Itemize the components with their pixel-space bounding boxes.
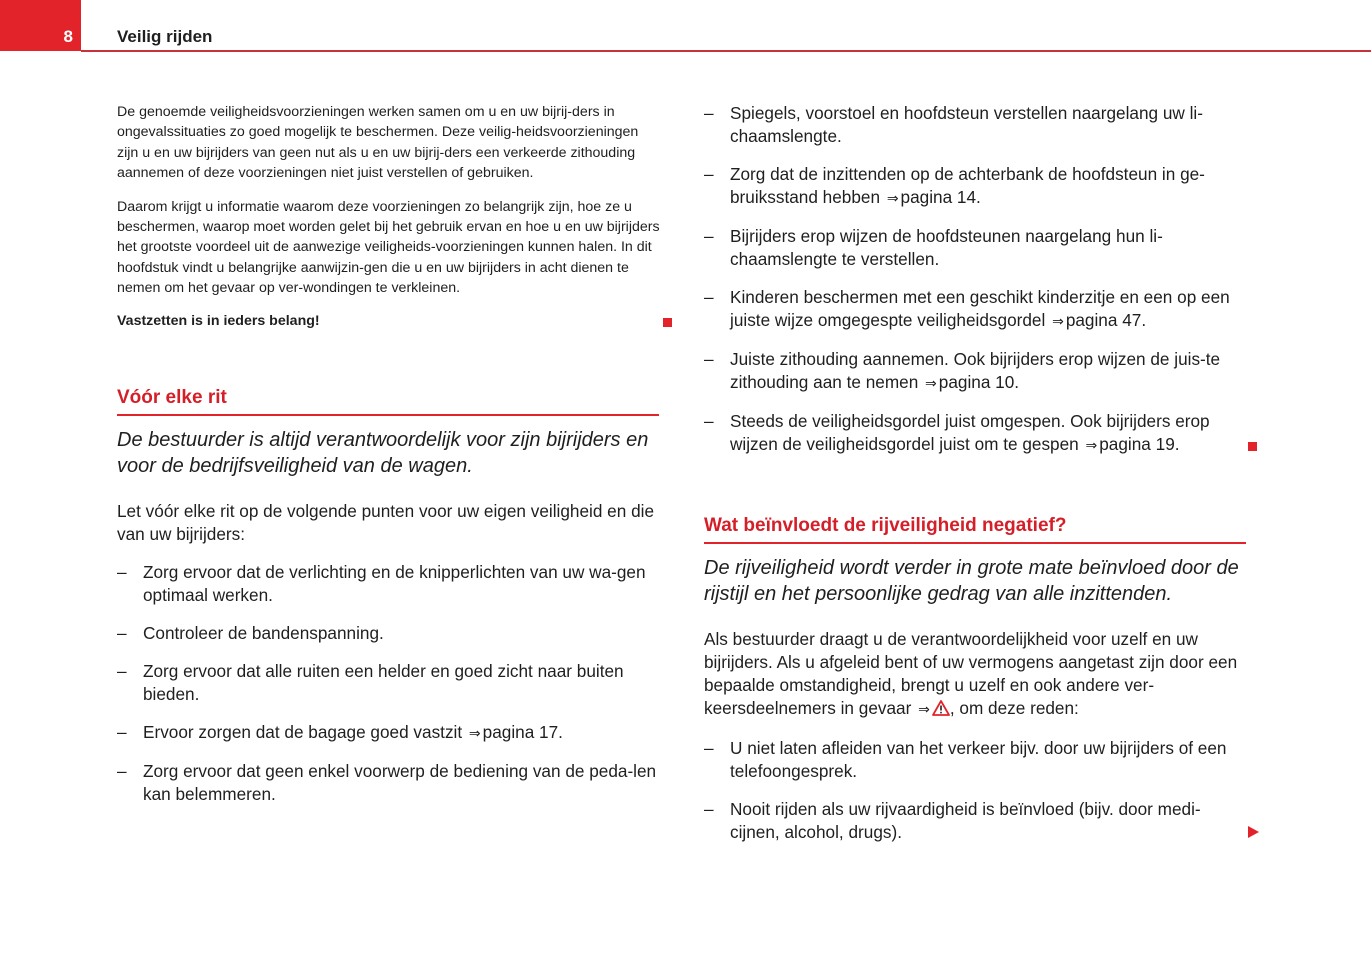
checklist-continued [704,102,1249,457]
section-intro-text-end: , om deze reden: [949,698,1079,718]
bold-statement-text: Vastzetten is in ieders belang! [117,312,320,329]
list-item-text: Zorg ervoor dat alle ruiten een helder en goed zicht naar buiten bieden. [143,660,624,704]
list-item-text: Zorg ervoor dat de verlichting en de knipperlichten van uw wa-gen optimaal werken. [143,561,646,605]
cross-reference-arrow-icon: ⇒ [925,375,937,391]
list-item [704,798,1249,844]
right-column [704,87,1249,844]
list-item [117,622,662,645]
page-number-tab [0,0,81,51]
list-item [117,561,662,607]
cross-reference-arrow-icon: ⇒ [886,190,899,206]
section-lead: De bestuurder is altijd verantwoordelijk voor zijn bijrijders en voor de bedrijfsveiligheid van de wagen. [117,428,649,477]
dash-bullet: – [704,799,714,819]
list-item [704,225,1249,271]
list-item-text: Nooit rijden als uw rijvaardigheid is beïnvloed (bijv. door medi-cijnen, alcohol, drugs). [730,799,1201,842]
dash-bullet: – [704,738,714,758]
end-of-section-square-icon [663,318,672,327]
risk-list [704,737,1249,844]
dash-bullet: – [704,226,714,246]
section-heading: Vóór elke rit [117,387,659,416]
list-item [704,286,1249,333]
list-item-text: Bijrijders erop wijzen de hoofdsteunen naargelang hun li-chaamslengte te verstellen. [730,226,1163,269]
dash-bullet: – [704,349,714,369]
dash-bullet: – [117,721,127,742]
list-item-text: Zorg dat de inzittenden op de achterbank de hoofdsteun in ge-bruiksstand hebben [730,164,1205,207]
dash-bullet: – [704,287,714,307]
list-item [117,660,662,706]
section-negatieve-invloeden [704,515,1249,844]
list-item [117,721,662,745]
dash-bullet: – [117,622,127,643]
dash-bullet: – [704,103,714,123]
list-item-text: Ervoor zorgen dat de bagage goed vastzit [143,721,463,742]
page-reference-link[interactable]: pagina 47. [1065,310,1147,330]
page-reference-link[interactable]: pagina 14. [900,187,981,207]
page-number: 8 [63,27,73,46]
section-intro [704,628,1249,722]
warning-triangle-icon[interactable] [932,699,950,722]
section-intro-text: Als bestuurder draagt u de verantwoordelijkheid voor uzelf en uw bijrijders. Als u afgeleid bent of uw vermogens aangetast zijn door een bepaalde omstandigheid, brengt u uzelf en ook andere ver-keersdeelnemers in gevaar [704,629,1238,718]
list-item-text: Controleer de bandenspanning. [143,622,384,643]
list-item [704,163,1249,210]
list-item [704,102,1249,148]
chapter-title: Veilig rijden [117,27,213,46]
page-reference-link[interactable]: pagina 19. [1099,434,1180,454]
intro-paragraph-2: Daarom krijgt u informatie waarom deze voorzieningen zo belangrijk zijn, hoe ze u beschermen, waarop moet worden gelet bij het gebruik ervan en hoe u en uw bijrijders het grootste voordeel uit de aanwezige veiligheids-voorzieningen kunnen halen. In dit hoofdstuk vindt u belangrijke aanwijzin-gen die u en uw bijrijders in acht dienen te nemen om het gevaar op ver-wondingen te verkleinen. [117,198,660,297]
list-item [704,410,1249,457]
continued-next-page-arrow-icon [1248,826,1259,838]
dash-bullet: – [704,164,714,184]
list-item [117,760,662,806]
list-item [704,348,1249,395]
left-column [117,102,662,806]
cross-reference-arrow-icon: ⇒ [1052,313,1064,329]
dash-bullet: – [704,411,714,431]
page-reference-link[interactable]: pagina 17. [482,721,563,742]
list-item-text: U niet laten afleiden van het verkeer bijv. door uw bijrijders of een telefoongesprek. [730,738,1227,781]
page-reference-link[interactable]: pagina 10. [938,372,1020,392]
list-item-text: Juiste zithouding aannemen. Ook bijrijders erop wijzen de juis-te zithouding aan te nemen [730,349,1221,392]
cross-reference-arrow-icon: ⇒ [1085,437,1098,453]
list-item-text: Kinderen beschermen met een geschikt kinderzitje en een op een juiste wijze omgegespte veiligheidsgordel [730,287,1230,330]
dash-bullet: – [117,561,127,582]
list-item-text: Zorg ervoor dat geen enkel voorwerp de bediening van de peda-len kan belemmeren. [143,760,657,804]
checklist [117,561,662,806]
section-intro: Let vóór elke rit op de volgende punten voor uw eigen veiligheid en die van uw bijrijders: [117,500,655,544]
list-item [704,737,1249,783]
end-of-section-square-icon [1248,442,1257,451]
section-voor-elke-rit [117,387,662,806]
list-item-text: Spiegels, voorstoel en hoofdsteun verstellen naargelang uw li-chaamslengte. [730,103,1203,146]
dash-bullet: – [117,660,127,681]
cross-reference-arrow-icon: ⇒ [918,701,930,717]
bold-statement [117,313,662,329]
cross-reference-arrow-icon: ⇒ [468,724,481,741]
section-heading: Wat beïnvloedt de rijveiligheid negatief? [704,515,1246,544]
list-item-text: Steeds de veiligheidsgordel juist omgespen. Ook bijrijders erop wijzen de veiligheidsgordel juist om te gespen [730,411,1210,454]
header-rule [81,50,1371,52]
section-lead: De rijveiligheid wordt verder in grote mate beïnvloed door de rijstijl en het persoonlijke gedrag van alle inzittenden. [704,557,1239,605]
dash-bullet: – [117,760,127,781]
intro-paragraph-1: De genoemde veiligheidsvoorzieningen werken samen om u en uw bijrij-ders in ongevalssituaties zo goed mogelijk te beschermen. Deze veilig-heidsvoorzieningen zijn u en uw bijrijders van geen nut als u en uw bijrij-ders een verkeerde zithouding aannemen of deze voorzieningen niet juist verstellen of gebruiken. [117,104,639,182]
